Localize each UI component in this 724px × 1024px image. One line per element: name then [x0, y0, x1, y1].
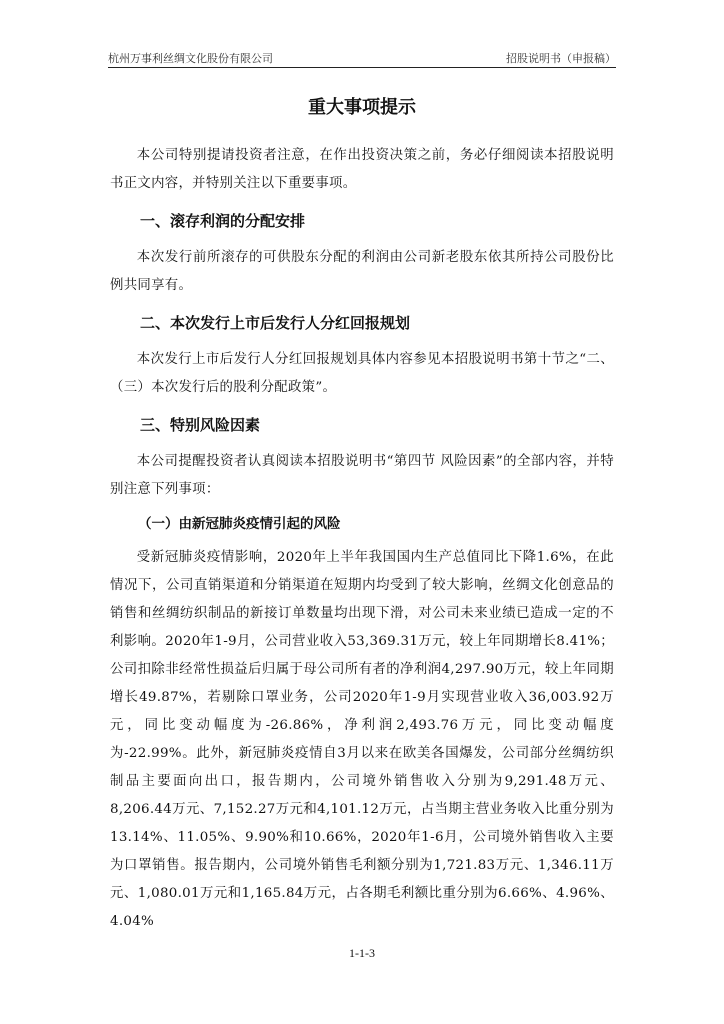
- section-paragraph-3: 本公司提醒投资者认真阅读本招股说明书“第四节 风险因素”的全部内容，并特别注意下列事项：: [110, 454, 614, 497]
- header-divider: [108, 67, 616, 68]
- section-paragraph-1: 本次发行前所滚存的可供股东分配的利润由公司新老股东依其所持公司股份比例共同享有。: [110, 250, 614, 293]
- page-number: 1-1-3: [349, 946, 375, 960]
- subsection-heading: （一）由新冠肺炎疫情引起的风险: [138, 516, 341, 532]
- page-header: [108, 50, 616, 68]
- header-company-name: 杭州万事利丝绸文化股份有限公司: [108, 52, 273, 65]
- document-body: [110, 92, 614, 936]
- section-paragraph-2: 本次发行上市后发行人分红回报规划具体内容参见本招股说明书第十节之“二、（三）本次发行后的股利分配政策”。: [110, 352, 614, 395]
- section-heading-1: 一、滚存利润的分配安排: [140, 212, 306, 230]
- intro-paragraph: 本公司特别提请投资者注意，在作出投资决策之前，务必仔细阅读本招股说明书正文内容，并特别关注以下重要事项。: [110, 148, 614, 191]
- subsection-paragraph: 受新冠肺炎疫情影响，2020年上半年我国国内生产总值同比下降1.6%，在此情况下，公司直销渠道和分销渠道在短期内均受到了较大影响，丝绸文化创意品的销售和丝绸纺织制品的新接订单数量均出现下滑，对公司未来业绩已造成一定的不利影响。2020年1-9月，公司营业收入53,369.31万元，较上年同期增长8.41%；公司扣除非经常性损益后归属于母公司所有者的净利润4,297.90万元，较上年同期增长49.87%，若剔除口罩业务，公司2020年1-9月实现营业收入36,003.92万元，同比变动幅度为-26.86%，净利润2,493.76万元，同比变动幅度为-22.99%。此外，新冠肺炎疫情自3月以来在欧美各国爆发，公司部分丝绸纺织制品主要面向出口，报告期内，公司境外销售收入分别为9,291.48万元、8,206.44万元、7,152.27万元和4,101.12万元，占当期主营业务收入比重分别为13.14%、11.05%、9.90%和10.66%，2020年1-6月，公司境外销售收入主要为口罩销售。报告期内，公司境外销售毛利额分别为1,721.83万元、1,346.11万元、1,080.01万元和1,165.84万元，占各期毛利额比重分别为6.66%、4.96%、4.04%: [110, 550, 614, 929]
- page-title: 重大事项提示: [308, 97, 416, 118]
- section-heading-3: 三、特别风险因素: [140, 416, 261, 434]
- section-heading-2: 二、本次发行上市后发行人分红回报规划: [140, 314, 411, 332]
- header-document-type: 招股说明书（申报稿）: [506, 52, 616, 65]
